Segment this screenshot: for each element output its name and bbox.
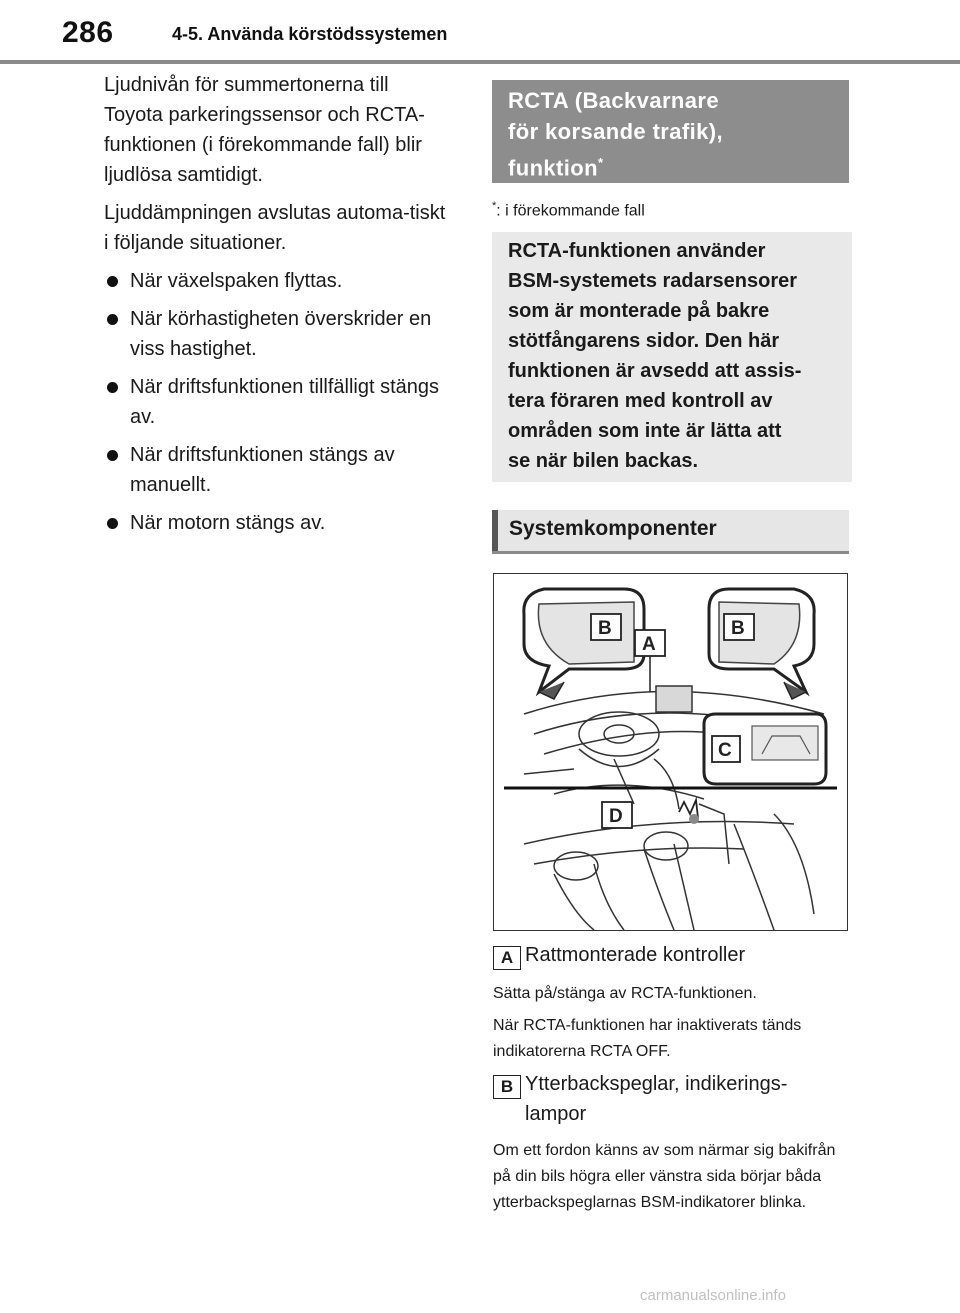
list-item: När driftsfunktionen stängs av manuellt. [104, 440, 449, 500]
bullet-icon [107, 518, 118, 529]
paragraph-mute: Ljudnivån för summertonerna till Toyota parkeringssensor och RCTA-funktionen (i förekommande fall) blir ljudlösa samtidigt. [104, 74, 425, 186]
bullet-icon [107, 450, 118, 461]
section-title: 4-5. Använda körstödssystemen [172, 24, 448, 44]
bullet-icon [107, 382, 118, 393]
list-item: När motorn stängs av. [104, 508, 449, 538]
bullet-icon [107, 314, 118, 325]
watermark: carmanualsonline.info [640, 1287, 786, 1304]
callout-label: B [731, 618, 745, 639]
car-interior-illustration [494, 574, 847, 930]
left-column [104, 70, 449, 546]
callout-label: C [718, 740, 732, 761]
callout-label: D [609, 806, 623, 827]
bullet-icon [107, 276, 118, 287]
component-letter-box: B [493, 1075, 521, 1099]
list-item: När driftsfunktionen tillfälligt stängs av. [104, 372, 449, 432]
callout-label: B [598, 618, 612, 639]
rcta-heading: RCTA (Backvarnare för korsande trafik), funktion* [492, 80, 849, 183]
header-divider [0, 60, 960, 64]
callout-label: A [642, 634, 656, 655]
list-item: När växelspaken flyttas. [104, 266, 449, 296]
page-number: 286 [62, 16, 114, 49]
paragraph-cancel: Ljuddämpningen avslutas automa-tiskt i följande situationer. [104, 202, 446, 254]
system-components-figure [493, 573, 848, 931]
info-box: RCTA-funktionen använder BSM-systemets radarsensorer som är monterade på bakre stötfångarens sidor. Den här funktionen är avsedd att assis- tera föraren med kontroll av områden som inte är lätta att se när bilen backas. [492, 232, 852, 482]
component-letter-box: A [493, 946, 521, 970]
footnote: *: i förekommande fall [492, 200, 645, 220]
components-heading: Systemkomponenter [492, 510, 849, 554]
heading-accent-bar [492, 510, 498, 551]
list-item: När körhastigheten överskrider en viss hastighet. [104, 304, 449, 364]
page-header [0, 0, 960, 64]
bullet-list [104, 266, 449, 538]
component-b-description: Om ett fordon känns av som närmar sig bakifrån på din bils högra eller vänstra sida börjar båda ytterbackspeglarnas BSM-indikatorer blinka. [493, 1142, 836, 1211]
component-a-description: Sätta på/stänga av RCTA-funktionen. När RCTA-funktionen har inaktiverats tänds indikatorerna RCTA OFF. [493, 985, 802, 1060]
